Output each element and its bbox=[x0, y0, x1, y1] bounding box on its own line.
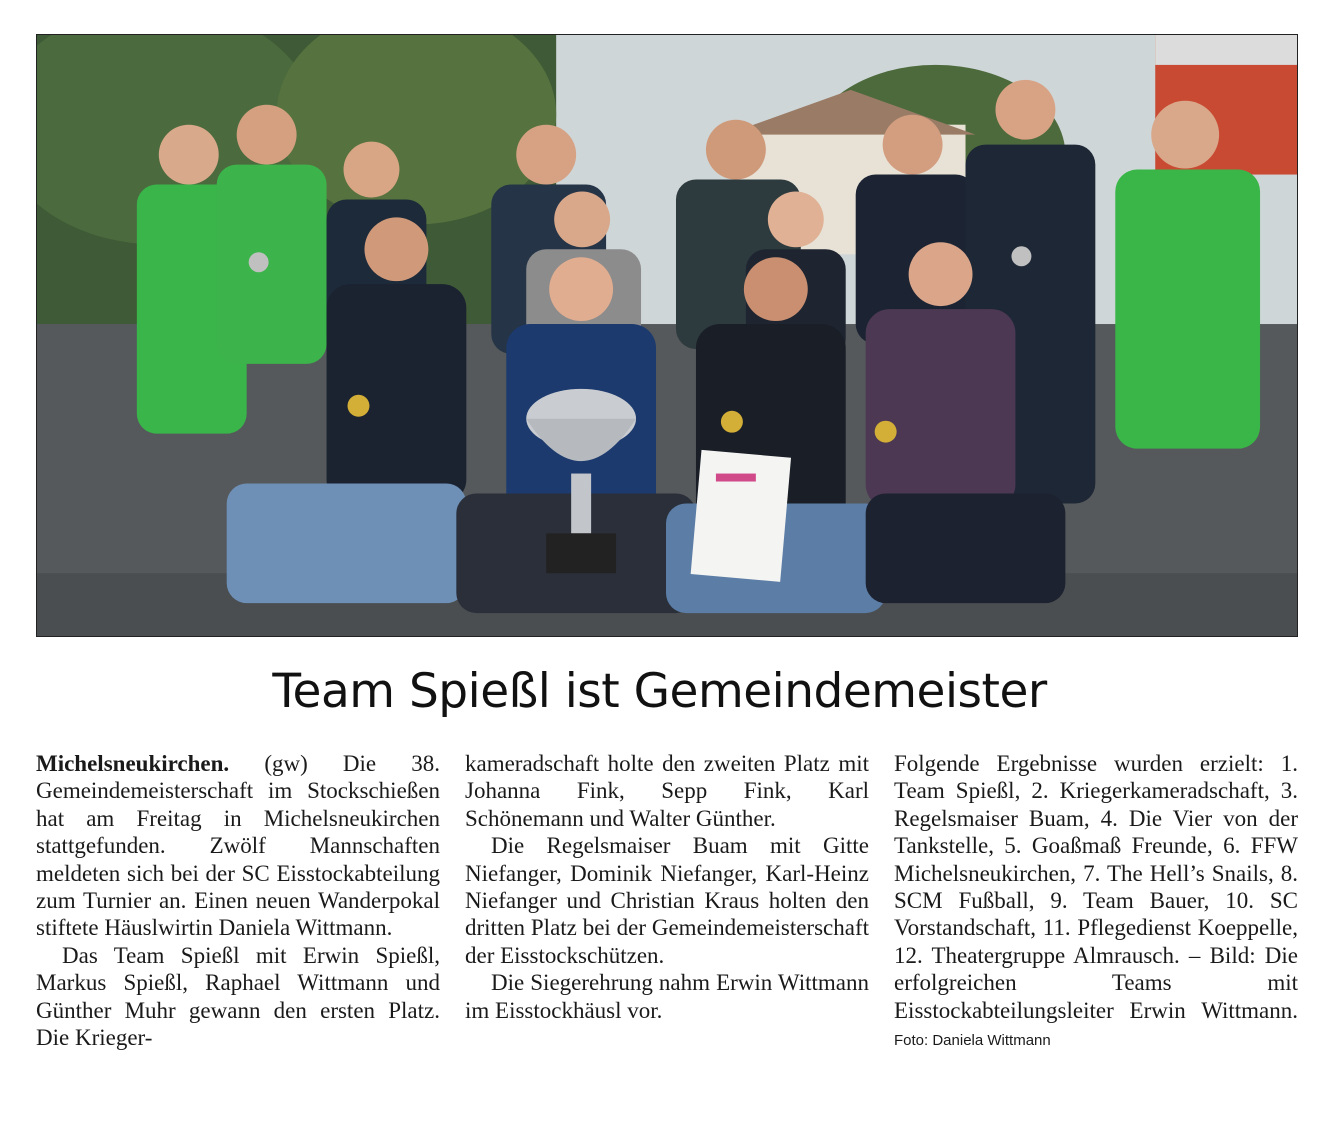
article-paragraph bbox=[894, 750, 1298, 1054]
article-paragraph: Die Regelsmaiser Buam mit Gitte Niefanger, Dominik Niefanger, Karl-Heinz Niefanger und Christian Kraus holten den dritten Platz bei der Gemeindemeisterschaft der Eisstockschützen. bbox=[465, 833, 869, 968]
photo-credit: Foto: Daniela Wittmann bbox=[894, 1032, 1051, 1050]
paragraph-text: (gw) Die 38. Gemeindemeisterschaft im Stockschießen hat am Freitag in Michelsneukirchen stattgefunden. Zwölf Mannschaften meldeten sich bei der SC Eisstockabteilung zum Turnier an. Einen neuen Wanderpokal stiftete Häuslwirtin Daniela Wittmann. bbox=[36, 751, 441, 941]
article-column-2 bbox=[465, 750, 869, 1090]
article-paragraph: Die Siegerehrung nahm Erwin Wittmann im Eisstockhäusl vor. bbox=[465, 970, 869, 1023]
dateline: Michelsneukirchen. bbox=[36, 751, 230, 776]
article-paragraph: kameradschaft holte den zweiten Platz mit Johanna Fink, Sepp Fink, Karl Schönemann und Walter Günther. bbox=[465, 751, 869, 831]
article-body bbox=[36, 750, 1298, 1090]
article-column-1 bbox=[36, 750, 440, 1090]
article-paragraph: Das Team Spießl mit Erwin Spießl, Markus Spießl, Raphael Wittmann und Günther Muhr gewann den ersten Platz. Die Krieger- bbox=[36, 942, 440, 1051]
headline: Team Spießl ist Gemeindemeister bbox=[272, 664, 1047, 719]
article-photo bbox=[36, 34, 1298, 637]
certificate-icon bbox=[691, 450, 791, 582]
article-paragraph bbox=[36, 750, 440, 942]
group-photo-illustration bbox=[37, 35, 1297, 636]
article-column-3 bbox=[894, 750, 1298, 1090]
paragraph-text: Folgende Ergebnisse wurden erzielt: 1. Team Spießl, 2. Kriegerkameradschaft, 3. Regelsmaiser Buam, 4. Die Vier von der Tankstelle, 5. Goaßmaß Freunde, 6. FFW Michelsneukirchen, 7. The Hell’s Snails, 8. SCM Fußball, 9. Team Bauer, 10. SC Vorstandschaft, 11. Pflegedienst Koeppelle, 12. Theatergruppe Almrausch. – Bild: Die erfolgreichen Teams mit Eisstockabteilungsleiter Erwin Wittmann. bbox=[894, 751, 1298, 1023]
